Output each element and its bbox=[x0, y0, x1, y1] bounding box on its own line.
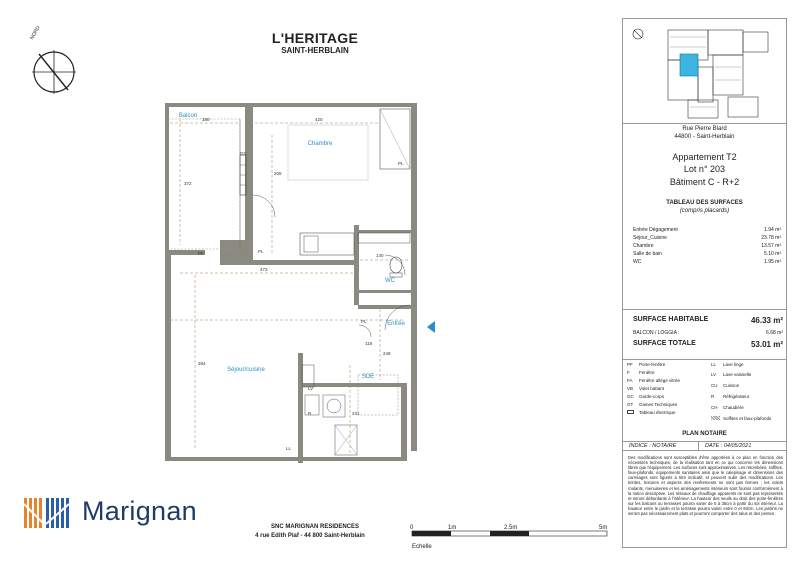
legend-item: CH Chaudière bbox=[711, 405, 744, 410]
fixture-label-pl: PL bbox=[361, 319, 367, 324]
info-panel bbox=[622, 18, 787, 548]
north-label: NORD bbox=[29, 25, 42, 41]
walls bbox=[165, 103, 417, 463]
legend-item: FA Fenêtre allège vitrée bbox=[627, 378, 681, 383]
legend-item: Soffites et faux-plafonds bbox=[711, 416, 771, 423]
dim-value: 206 bbox=[274, 171, 282, 176]
dim-value: 384 bbox=[198, 361, 206, 366]
dim-value: 420 bbox=[315, 117, 323, 122]
fixture-label-lv: LV bbox=[308, 386, 314, 391]
fixture-label-pl: PL bbox=[258, 249, 264, 254]
marignan-logo-icon bbox=[24, 494, 76, 532]
room-label-sejour: Séjour/cuisine bbox=[227, 367, 265, 373]
scale-tick: 5m bbox=[599, 525, 608, 531]
fixture-label-r: R bbox=[308, 411, 312, 416]
legend-item: LV Lave vaisselle bbox=[711, 372, 752, 377]
dim-value: 119 bbox=[365, 341, 373, 346]
legend-item: PF Porte-fenêtre bbox=[627, 362, 666, 367]
fixture-label-ll: LL bbox=[286, 446, 292, 451]
apartment-type: Appartement T2 bbox=[672, 152, 737, 162]
soffit-hatch-icon bbox=[711, 416, 720, 420]
legend-item: LL Lave linge bbox=[711, 362, 744, 367]
date: DATE : 04/05/2021 bbox=[705, 443, 752, 449]
surface-row: Séjour_Cuisine 23.78 m² bbox=[633, 235, 781, 241]
legend-item: Tableau électrique bbox=[627, 410, 676, 417]
dim-value: 140 bbox=[376, 253, 384, 258]
legend-item: GT Gaines Techniques bbox=[627, 402, 678, 407]
legend-item: CU Cuisson bbox=[711, 383, 740, 388]
indice: INDICE : NOTAIRE bbox=[629, 443, 677, 449]
company-name: SNC MARIGNAN RESIDENCES bbox=[270, 524, 359, 530]
fixture-label-pf: PF bbox=[198, 251, 204, 256]
entrance-arrow-icon bbox=[427, 321, 435, 333]
location-key-plan bbox=[628, 22, 783, 122]
surface-row: Chambre 13.57 m² bbox=[633, 243, 781, 249]
room-label-entree: Entrée bbox=[387, 321, 405, 327]
building-level: Bâtiment C - R+2 bbox=[669, 177, 740, 187]
project-city: SAINT-HERBLAIN bbox=[281, 46, 349, 55]
north-arrow-icon bbox=[30, 48, 78, 96]
scale-bar bbox=[410, 520, 610, 560]
surface-row: Salle de bain 5.10 m² bbox=[633, 251, 781, 257]
legend-item: GC Garde-corps bbox=[627, 394, 665, 399]
legend-item: VB Volet battant bbox=[627, 386, 665, 391]
fixture-label-gc: GC bbox=[240, 151, 247, 156]
room-label-chambre: Chambre bbox=[307, 141, 333, 147]
scale-tick: 0 bbox=[410, 525, 414, 531]
legend-item: R Réfrigérateur bbox=[711, 394, 750, 399]
floor-plan bbox=[140, 95, 440, 465]
surface-totale-row: SURFACE TOTALE 53.01 m² bbox=[633, 340, 783, 349]
surfaces-table-subtitle: (compris placards) bbox=[679, 208, 730, 214]
room-label-balcon: Balcon bbox=[178, 113, 198, 119]
scale-tick: 2.5m bbox=[504, 525, 518, 531]
surface-row: WC 1.95 m² bbox=[633, 259, 781, 265]
dim-value: 231 bbox=[352, 411, 360, 416]
brand-name: Marignan bbox=[82, 496, 197, 526]
disclaimer-text: Des modifications sont susceptibles d'être apportées à ce plan en fonction des nécessités techniques, de la réalisation tant en ce qui concerne les dimensions libres que l'équipement. Les surfaces sont approximatives. Les retombées, soffites, faux-plafonds, équipements sanitaires ainsi que le calepinage et dimensions des carrelages sont figurés à titre indicatif, et peuvent subir des modifications. Les teintes, textures et aspects des revêtements ne sont pas fermes ; les volets roulants, menuiseries et les aménagements intérieurs sont fournis conformément à la notice descriptive. Les réseaux de chauffage apparents ne sont pas représentés et seront débordants à l'intérieur. La hauteur des seuils au droit des porte-fenêtres sur les balcons ou terrasses pourra varier de 5 à 35cm à partir du sol intérieur. La hauteur entre le jardin et la terrasse pourra varier entre 0 et 60cm. Les jardins ne seront pas nécessairement plats et pourront comporter des talus et des pentes. bbox=[628, 455, 783, 517]
legend-item: F Fenêtre bbox=[627, 370, 655, 375]
surface-habitable-row: SURFACE HABITABLE 46.33 m² bbox=[633, 316, 783, 325]
lot-number: Lot n° 203 bbox=[683, 164, 726, 174]
company-address: 4 rue Edith Piaf - 44 800 Saint-Herblain bbox=[255, 533, 365, 539]
balcony-surface-row: BALCON / LOGGIA : 6.68 m² bbox=[633, 330, 783, 336]
address-city: 44800 - Saint-Herblain bbox=[674, 134, 735, 140]
room-label-sde: SDE bbox=[361, 374, 375, 380]
dim-value: 180 bbox=[202, 117, 210, 122]
dim-value: 372 bbox=[184, 181, 192, 186]
scale-tick: 1m bbox=[448, 525, 457, 531]
room-label-wc: WC bbox=[385, 278, 395, 284]
fixture-label-pl: PL bbox=[398, 161, 404, 166]
address-street: Rue Pierre Blard bbox=[682, 126, 727, 132]
scale-label: Echelle bbox=[412, 544, 432, 550]
dim-value: 249 bbox=[383, 351, 391, 356]
project-title: L'HERITAGE bbox=[271, 30, 359, 46]
dim-value: 473 bbox=[260, 267, 268, 272]
surface-row: Entrée Dégagement 1.94 m² bbox=[633, 227, 781, 233]
surfaces-table-title: TABLEAU DES SURFACES bbox=[666, 200, 743, 206]
plan-type: PLAN NOTAIRE bbox=[682, 431, 727, 437]
electrical-panel-icon bbox=[627, 410, 634, 414]
revision-box bbox=[623, 441, 786, 451]
dimension-lines bbox=[170, 119, 410, 455]
